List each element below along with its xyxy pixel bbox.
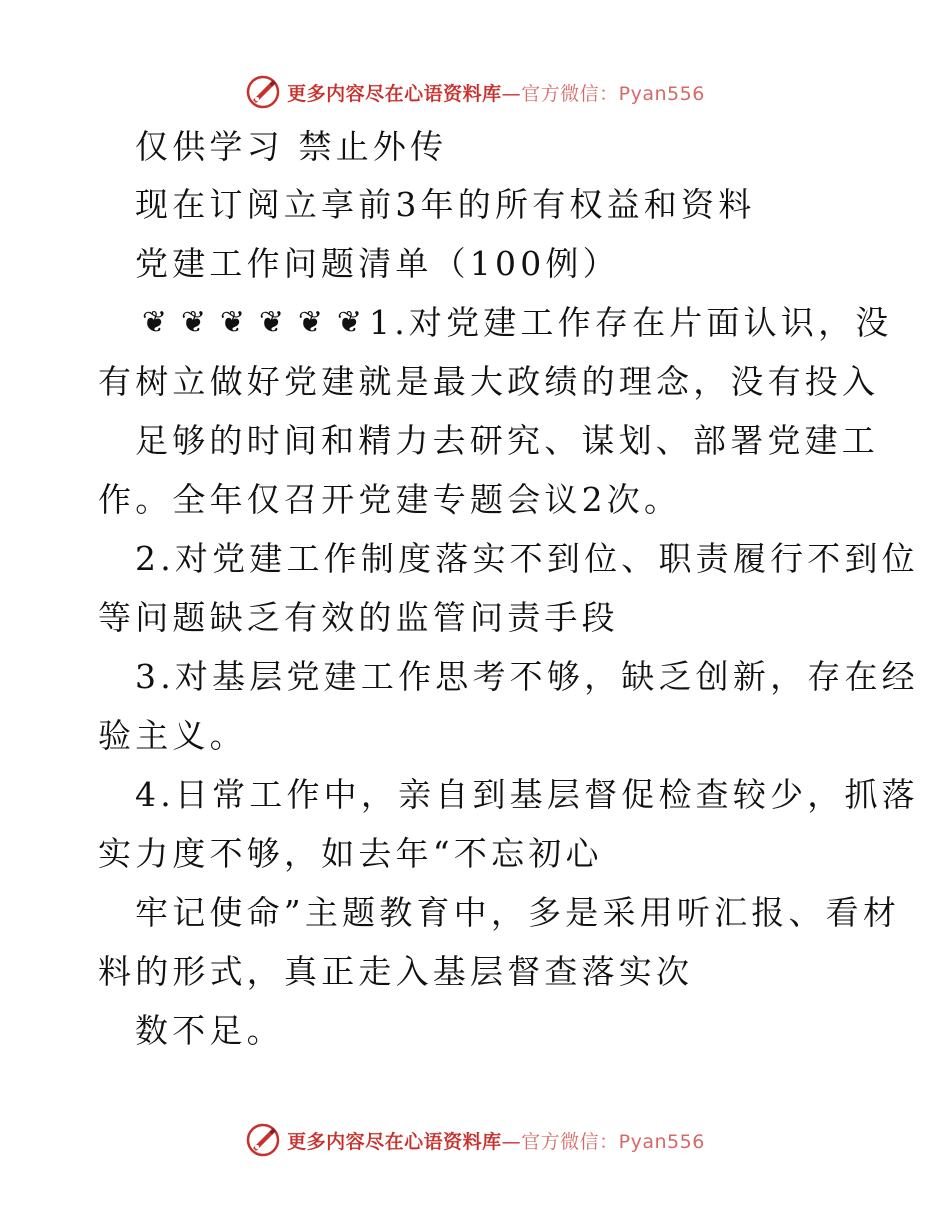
item-1-first-line	[135, 294, 893, 352]
fleuron-ornament-icon: ❦	[297, 305, 324, 340]
footer-banner	[0, 1120, 950, 1160]
paragraph-line: 实力度不够，如去年“不忘初心	[98, 834, 603, 873]
fleuron-ornament-icon: ❦	[258, 305, 285, 340]
pen-logo-icon	[245, 74, 281, 110]
pen-logo-icon	[245, 1122, 281, 1158]
paragraph-line: 验主义。	[98, 716, 247, 755]
footer-brand-text: 更多内容尽在心语资料库	[287, 1130, 502, 1153]
paragraph-line: 数不足。	[135, 1011, 284, 1050]
notice-line: 仅供学习 禁止外传	[135, 127, 448, 166]
paragraph-line: 料的形式，真正走入基层督查落实次	[98, 952, 694, 991]
item-2-first-line: 2.对党建工作制度落实不到位、职责履行不到位	[135, 539, 919, 578]
subscribe-line: 现在订阅立享前3年的所有权益和资料	[135, 185, 756, 224]
paragraph-line: 足够的时间和精力去研究、谋划、部署党建工	[135, 421, 879, 460]
item-3-first-line: 3.对基层党建工作思考不够，缺乏创新，存在经	[135, 657, 919, 696]
header-wechat-text: 官方微信：Pyan556	[521, 82, 705, 105]
header-separator: —	[501, 82, 522, 105]
fleuron-ornament-icon: ❦	[141, 305, 168, 340]
header-banner	[0, 72, 950, 112]
fleuron-ornament-icon: ❦	[336, 305, 363, 340]
footer-separator: —	[501, 1130, 522, 1153]
item-1-text: 1.对党建工作存在片面认识，没	[369, 303, 893, 342]
footer-wechat-text: 官方微信：Pyan556	[521, 1130, 705, 1153]
paragraph-line: 有树立做好党建就是最大政绩的理念，没有投入	[98, 362, 880, 401]
paragraph-line: 作。全年仅召开党建专题会议2次。	[98, 480, 682, 519]
ornament-row	[135, 294, 369, 352]
fleuron-ornament-icon: ❦	[180, 305, 207, 340]
fleuron-ornament-icon: ❦	[219, 305, 246, 340]
paragraph-line: 等问题缺乏有效的监管问责手段	[98, 598, 619, 637]
header-brand-text: 更多内容尽在心语资料库	[287, 82, 502, 105]
document-title: 党建工作问题清单（100例）	[135, 244, 620, 283]
paragraph-line: 牢记使命”主题教育中，多是采用听汇报、看材	[135, 893, 901, 932]
item-4-first-line: 4.日常工作中，亲自到基层督促检查较少，抓落	[135, 775, 919, 814]
